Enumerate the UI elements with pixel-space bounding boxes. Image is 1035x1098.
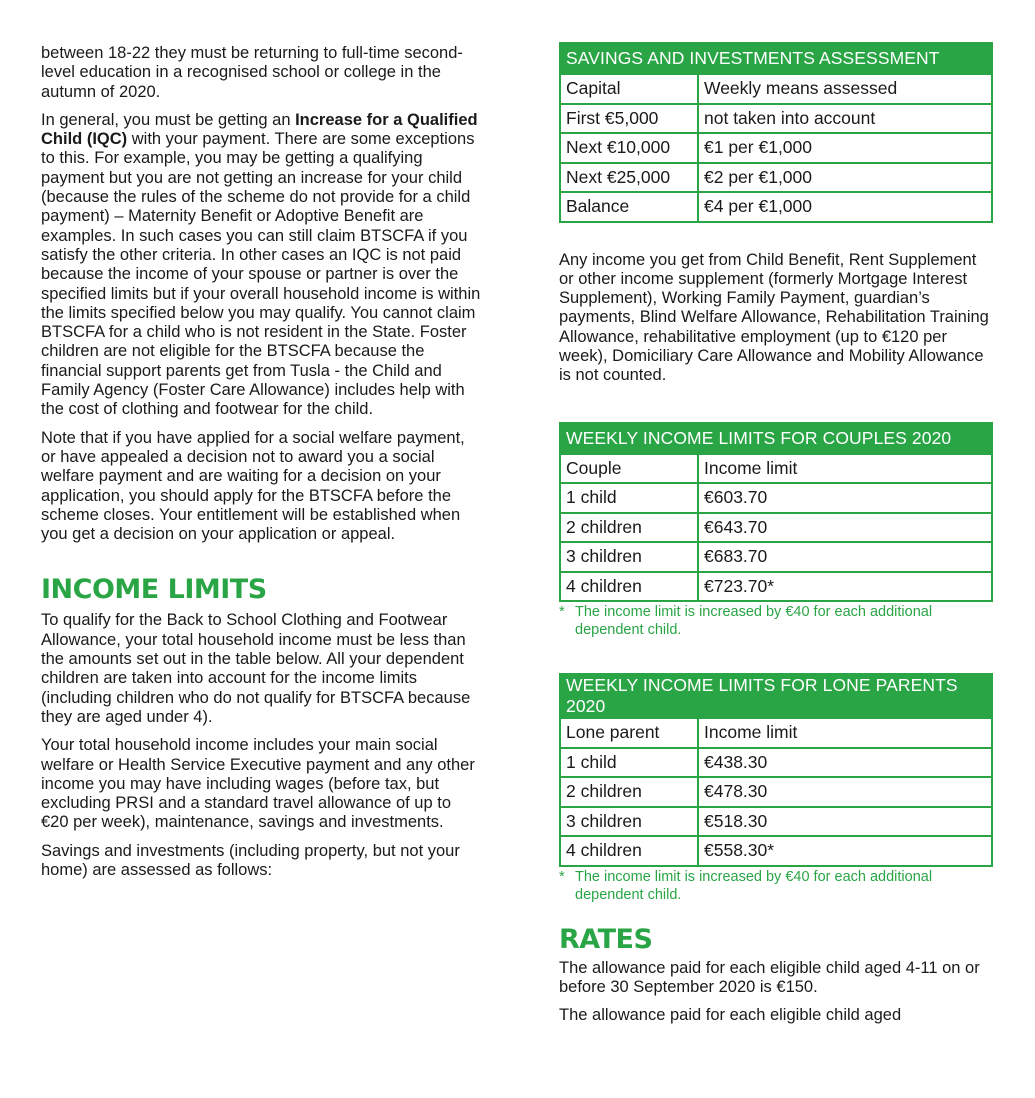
table-row	[560, 74, 992, 104]
table-row	[560, 513, 992, 543]
rates-heading: RATES	[559, 923, 653, 955]
table-row	[560, 777, 992, 807]
lone-parents-table-footnote	[559, 868, 995, 904]
footnote-asterisk: *	[559, 868, 565, 885]
table-cell: €683.70	[698, 542, 992, 572]
table-row	[560, 192, 992, 222]
table-cell: €478.30	[698, 777, 992, 807]
footnote-asterisk: *	[559, 604, 565, 621]
savings-table-title: SAVINGS AND INVESTMENTS ASSESSMENT	[560, 43, 992, 74]
table-cell: €643.70	[698, 513, 992, 543]
savings-table	[559, 42, 993, 223]
table-cell: 1 child	[560, 748, 698, 778]
iqc-bold-term: Increase for a Qualified Child (IQC)	[41, 110, 478, 149]
table-cell: €603.70	[698, 483, 992, 513]
paragraph-savings-intro: Savings and investments (including property, but not your home) are assessed as follows:	[41, 841, 460, 879]
table-row	[560, 454, 992, 484]
table-cell: not taken into account	[698, 104, 992, 134]
paragraph-household-income: Your total household income includes your main social welfare or Health Service Executive payment and any other income you may have including wages (before tax, but excluding PRSI and a standard travel allowance of up to €20 per week), maintenance, savings and investments.	[41, 736, 475, 832]
couples-table	[559, 422, 993, 603]
table-header-cell: Weekly means assessed	[698, 74, 992, 104]
table-header-cell: Capital	[560, 74, 698, 104]
table-cell: 4 children	[560, 836, 698, 866]
table-row	[560, 572, 992, 602]
table-cell: €2 per €1,000	[698, 163, 992, 193]
table-row	[560, 807, 992, 837]
table-cell: €558.30*	[698, 836, 992, 866]
table-row	[560, 104, 992, 134]
table-header-cell: Income limit	[698, 718, 992, 748]
lone-parents-table	[559, 673, 993, 867]
table-cell: 3 children	[560, 542, 698, 572]
table-row	[560, 718, 992, 748]
table-header-cell: Lone parent	[560, 718, 698, 748]
table-cell: Next €10,000	[560, 133, 698, 163]
table-row	[560, 542, 992, 572]
paragraph-not-counted: Any income you get from Child Benefit, Rent Supplement or other income supplement (formerly Mortgage Interest Supplement), Working Family Payment, guardian’s payments, Blind Welfare Allowance, Rehabilitation Training Allowance, rehabilitative employment (up to €120 per week), Domiciliary Care Allowance and Mobility Allowance is not counted.	[559, 250, 989, 385]
couples-table-footnote	[559, 603, 995, 639]
couples-table-title: WEEKLY INCOME LIMITS FOR COUPLES 2020	[560, 423, 992, 454]
table-row	[560, 133, 992, 163]
paragraph-applied-note: Note that if you have applied for a social welfare payment, or have appealed a decision not to award you a social welfare payment and are waiting for a decision on your application, you should apply for the BTSCFA before the scheme closes. Your entitlement will be established when you get a decision on your application or appeal.	[41, 428, 465, 544]
iqc-text-before: In general, you must be getting an	[41, 110, 296, 129]
table-cell: €518.30	[698, 807, 992, 837]
left-column	[41, 44, 481, 880]
table-row	[560, 748, 992, 778]
income-limits-heading: INCOME LIMITS	[41, 574, 267, 606]
footnote-text: The income limit is increased by €40 for each additional dependent child.	[575, 604, 933, 639]
table-cell: 3 children	[560, 807, 698, 837]
iqc-text-after: with your payment. There are some exceptions to this. For example, you may be getting a qualifying payment but you are not getting an increase for your child (because the rules of the scheme do not provide for a child payment) – Maternity Benefit or Adoptive Benefit are examples. In such cases you can still claim BTSCFA if you satisfy the other criteria. In other cases an IQC is not paid because the income of your spouse or partner is over the specified limits but if your overall household income is within the limits specified below you may qualify. You cannot claim BTSCFA for a child who is not resident in the State. Foster children are not eligible for the BTSCFA because the financial support parents get from Tusla - the Child and Family Agency (Foster Care Allowance) includes help with the cost of clothing and footwear for the child.	[41, 130, 481, 419]
table-cell: Next €25,000	[560, 163, 698, 193]
right-column	[559, 42, 995, 1025]
paragraph-iqc	[41, 111, 481, 420]
footnote-text: The income limit is increased by €40 for each additional dependent child.	[575, 868, 933, 903]
table-cell: 1 child	[560, 483, 698, 513]
paragraph-rate-4-11: The allowance paid for each eligible child aged 4-11 on or before 30 September 2020 is €150.	[559, 958, 980, 996]
table-header-cell: Couple	[560, 454, 698, 484]
lone-parents-table-title: WEEKLY INCOME LIMITS FOR LONE PARENTS 2020	[560, 674, 992, 718]
paragraph-age-requirement: between 18-22 they must be returning to full-time second-level education in a recognised school or college in the autumn of 2020.	[41, 44, 463, 101]
table-cell: First €5,000	[560, 104, 698, 134]
table-header-cell: Income limit	[698, 454, 992, 484]
paragraph-income-qualify: To qualify for the Back to School Clothing and Footwear Allowance, your total household income must be less than the amounts set out in the table below. All your dependent children are taken into account for the income limits (including children who do not qualify for BTSCFA because they are aged under 4).	[41, 611, 471, 726]
table-cell: 4 children	[560, 572, 698, 602]
table-cell: €1 per €1,000	[698, 133, 992, 163]
table-cell: €723.70*	[698, 572, 992, 602]
table-row	[560, 163, 992, 193]
table-cell: 2 children	[560, 513, 698, 543]
table-cell: 2 children	[560, 777, 698, 807]
table-row	[560, 836, 992, 866]
table-row	[560, 483, 992, 513]
paragraph-rate-next: The allowance paid for each eligible child aged	[559, 1006, 902, 1025]
table-cell: €438.30	[698, 748, 992, 778]
table-cell: Balance	[560, 192, 698, 222]
table-cell: €4 per €1,000	[698, 192, 992, 222]
